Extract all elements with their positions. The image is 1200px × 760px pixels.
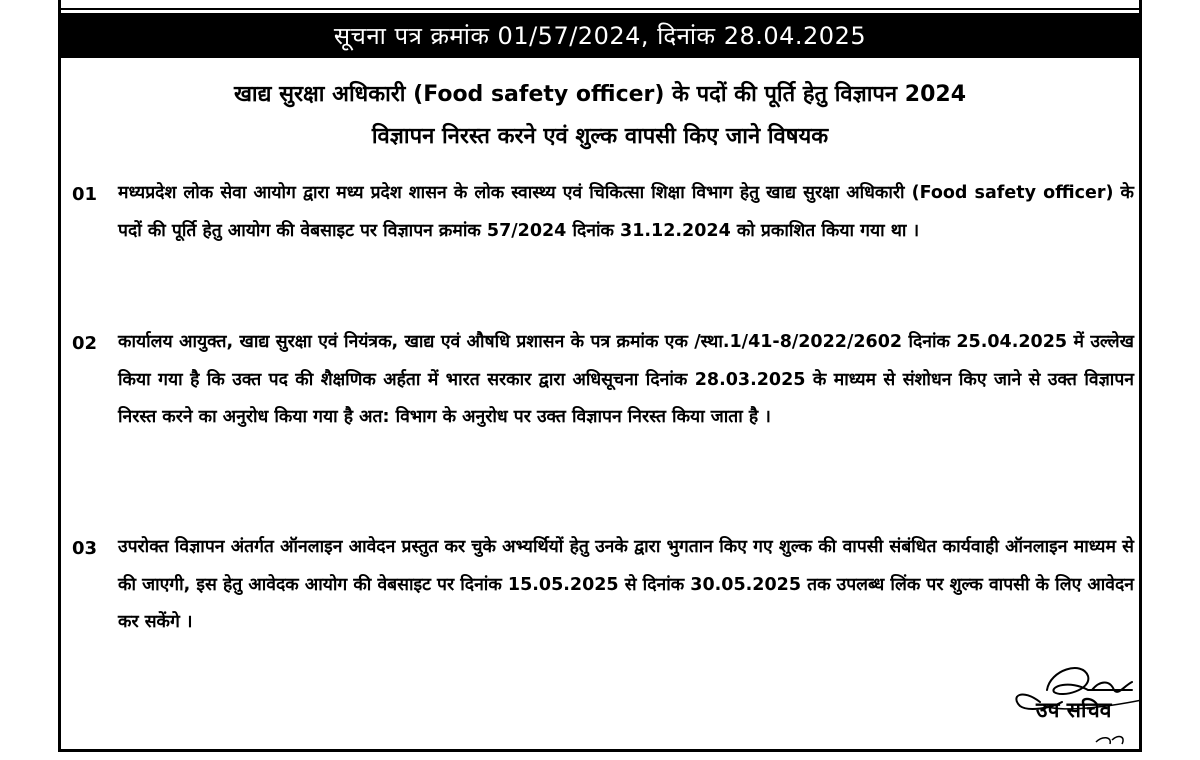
paragraph-number: 02 [72, 333, 98, 354]
subject-title-line-2: विज्ञापन निरस्त करने एवं शुल्क वापसी किए जाने विषयक [371, 124, 829, 149]
paragraph-number: 03 [72, 538, 98, 559]
subject-title-line-1: खाद्य सुरक्षा अधिकारी (Food safety officer) के पदों की पूर्ति हेतु विज्ञापन 2024 [233, 82, 967, 107]
paragraph-number: 01 [72, 184, 98, 205]
notice-number: सूचना पत्र क्रमांक 01/57/2024, दिनांक 28.04.2025 [333, 22, 867, 50]
top-rule [58, 0, 1142, 10]
paragraph-03 [70, 538, 1134, 642]
paragraph-text: कार्यालय आयुक्त, खाद्य सुरक्षा एवं नियंत्रक, खाद्य एवं औषधि प्रशासन के पत्र क्रमांक एक /स्था.1/41-8/2022/2602 दिनांक 25.04.2025 में उल्लेख किया गया है कि उक्त पद की शैक्षणिक अर्हता में भारत सरकार द्वारा अधिसूचना दिनांक 28.03.2025 के माध्यम से संशोधन किए जाने से उक्त विज्ञापन निरस्त करने का अनुरोध किया गया है अत: विभाग के अनुरोध पर उक्त विज्ञापन निरस्त किया जाता है । [118, 332, 1134, 427]
signatory-designation: उप सचिव [1036, 698, 1112, 722]
paragraph-text: मध्यप्रदेश लोक सेवा आयोग द्वारा मध्य प्रदेश शासन के लोक स्वास्थ्य एवं चिकित्सा शिक्षा विभाग हेतु खाद्य सुरक्षा अधिकारी (Food safety officer) के पदों की पूर्ति हेतु आयोग की वेबसाइट पर विज्ञापन क्रमांक 57/2024 दिनांक 31.12.2024 को प्रकाशित किया गया था । [118, 183, 1134, 241]
notice-header-banner [58, 13, 1142, 58]
paragraph-01 [70, 184, 1134, 250]
paragraph-text: उपरोक्त विज्ञापन अंतर्गत ऑनलाइन आवेदन प्रस्तुत कर चुके अभ्यर्थियों हेतु उनके द्वारा भुगतान किए गए शुल्क की वापसी संबंधित कार्यवाही ऑनलाइन माध्यम से की जाएगी, इस हेतु आवेदक आयोग की वेबसाइट पर दिनांक 15.05.2025 से दिनांक 30.05.2025 तक उपलब्ध लिंक पर शुल्क वापसी के लिए आवेदन कर सकेंगे । [118, 537, 1134, 632]
paragraph-02 [70, 333, 1134, 437]
